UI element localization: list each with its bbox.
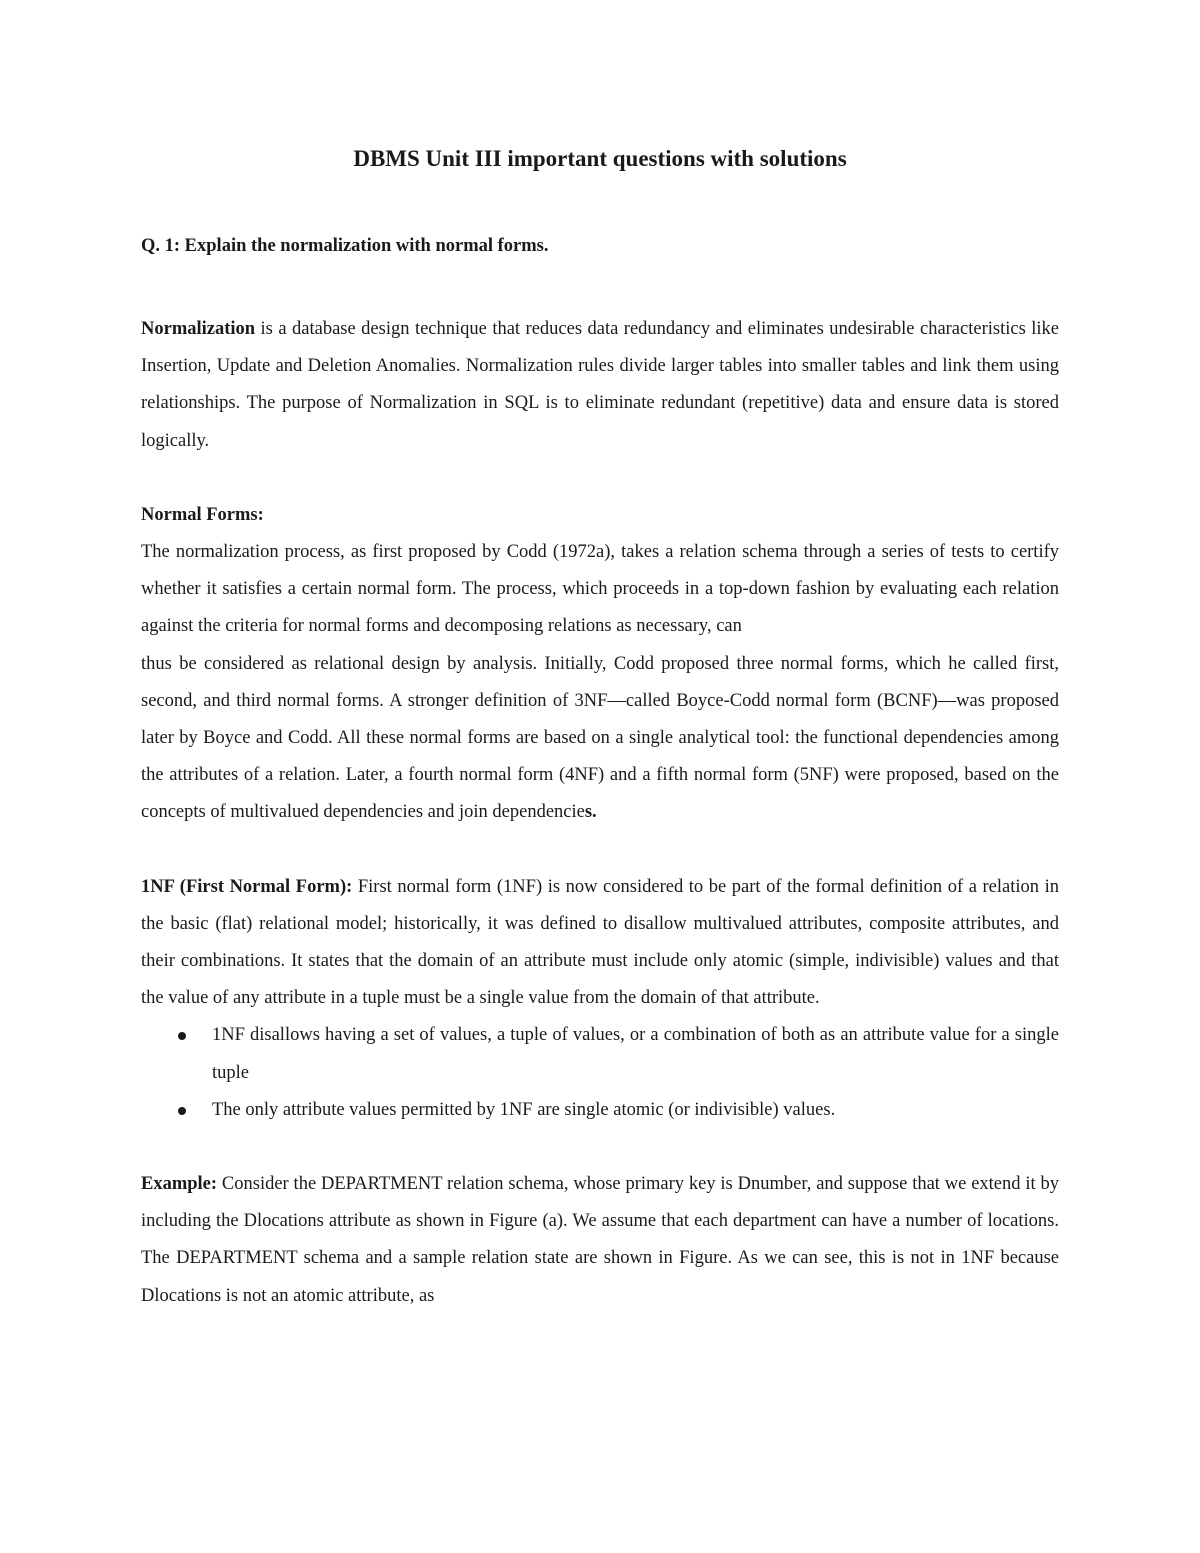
spacer (141, 1129, 1059, 1166)
normalization-text: is a database design technique that reduces data redundancy and eliminates undesirable characteristics like Insertion, Update and Deletion Anomalies. Normalization rules divide larger tables into smaller tables and link them using relationships. The purpose of Normalization in SQL is to eliminate redundant (repetitive) data and ensure data is stored logically. (141, 319, 1059, 451)
question-1: Q. 1: Explain the normalization with normal forms. (141, 236, 549, 256)
normal-forms-paragraph-1: The normalization process, as first proposed by Codd (1972a), takes a relation schema through a series of tests to certify whether it satisfies a certain normal form. The process, which proceeds in a top-down fashion by evaluating each relation against the criteria for normal forms and decomposing relations as necessary, can (141, 542, 1059, 637)
normal-forms-heading: Normal Forms: (141, 504, 264, 525)
bullet-text: 1NF disallows having a set of values, a tuple of values, or a combination of both as an attribute value for a single tuple (212, 1025, 1059, 1083)
first-normal-form-text: First normal form (1NF) is now considered to be part of the formal definition of a relation in the basic (flat) relational model; historically, it was defined to disallow multivalued attributes, composite attributes, and their combinations. It states that the domain of an attribute must include only atomic (simple, indivisible) values and that the value of any attribute in a tuple must be a single value from the domain of that attribute. (141, 876, 1059, 1009)
example-text: Consider the DEPARTMENT relation schema, whose primary key is Dnumber, and suppose that we extend it by including the Dlocations attribute as shown in Figure (a). We assume that each department can have a number of locations. The DEPARTMENT schema and a sample relation state are shown in Figure. As we can see, this is not in 1NF because Dlocations is not an atomic attribute, as (141, 1174, 1059, 1306)
bullet-text: The only attribute values permitted by 1NF are single atomic (or indivisible) values. (212, 1099, 836, 1120)
first-normal-form-bullet-list (141, 1017, 1059, 1129)
spacer (141, 832, 1059, 869)
bullet-icon (178, 1032, 186, 1040)
normalization-paragraph (141, 311, 1059, 460)
document-title: DBMS Unit III important questions with solutions (353, 146, 847, 171)
bullet-item (212, 1092, 1059, 1129)
normal-forms-text-2: thus be considered as relational design by analysis. Initially, Codd proposed three normal forms, which he called first, second, and third normal forms. A stronger definition of 3NF—called Boyce-Codd normal form (BCNF)—was proposed later by Boyce and Codd. All these normal forms are based on a single analytical tool: the functional dependencies among the attributes of a relation. Later, a fourth normal form (4NF) and a fifth normal form (5NF) were proposed, based on the concepts of multivalued dependencies and join dependencie (141, 653, 1059, 823)
normal-forms-paragraph-2 (141, 646, 1059, 832)
example-paragraph (141, 1166, 1059, 1315)
bullet-icon (178, 1107, 186, 1115)
bullet-item (212, 1017, 1059, 1091)
normalization-term: Normalization (141, 319, 256, 339)
first-normal-form-paragraph (141, 869, 1059, 1018)
spacer (141, 460, 1059, 497)
document-page (141, 142, 1059, 1315)
normal-forms-text-2-end: s. (584, 802, 597, 823)
example-term: Example: (141, 1174, 218, 1195)
first-normal-form-term: 1NF (First Normal Form): (141, 876, 353, 897)
